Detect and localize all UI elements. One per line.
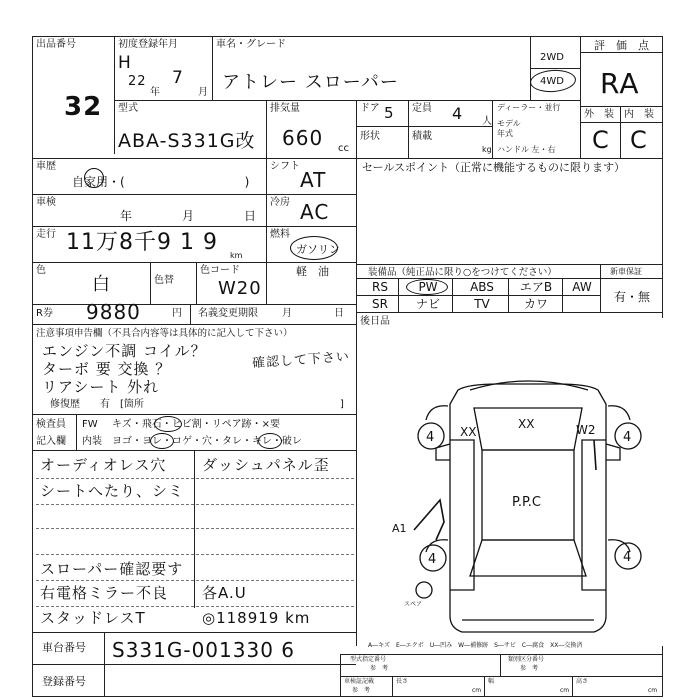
lot-label: 出品番号 (36, 39, 76, 50)
notes-line-2: ターボ 要 交換 ？ (42, 360, 172, 378)
after-items-label: 後日品 (360, 316, 390, 327)
interior-label: 内 装 (624, 109, 654, 120)
report-line-7: 各A.U (202, 584, 247, 602)
model-label: 型式 (118, 103, 138, 114)
equip-tv: TV (474, 297, 490, 311)
shaken-label: 車検 (36, 197, 56, 208)
new-car-value: 有・無 (614, 290, 651, 304)
color-change-label: 色替 (154, 275, 174, 286)
inspector-interior: 内装 (82, 436, 102, 447)
sales-points-label: セールスポイント（正常に機能するものに限ります） (362, 161, 626, 174)
notes-line-1: エンジン不調 コイル？ (42, 342, 207, 360)
equip-pw: PW (418, 280, 438, 294)
wheel-fr-mark: 4 (623, 430, 632, 445)
grade-label: 評 価 点 (594, 39, 649, 52)
car-name-value: アトレー スローパー (222, 72, 399, 93)
spare-label: スペア (404, 601, 423, 608)
doors-value: 5 (384, 104, 395, 122)
equip-airbag: エアB (519, 280, 553, 294)
wheel-rr-mark: 4 (623, 550, 632, 565)
height-unit: cm (648, 687, 658, 694)
history-label: 車歴 (36, 161, 56, 172)
fuel-light: 軽 油 (296, 265, 329, 278)
mark-w2: W2 (576, 423, 596, 437)
length-label: 長さ (396, 678, 409, 685)
history-value: 自家用・( ) (72, 175, 250, 189)
car-front-bumper (470, 381, 588, 390)
equip-rs: RS (372, 280, 388, 294)
color-value: 白 (92, 274, 111, 295)
color-code-label: 色コード (200, 265, 240, 276)
reg-label: 登録番号 (42, 675, 86, 688)
dim-label: 車検証記載 (344, 678, 375, 685)
capacity-unit: 人 (482, 116, 492, 127)
car-arch-fr (608, 406, 630, 420)
first-reg-era: H (118, 53, 132, 73)
equip-aw: AW (572, 280, 592, 294)
recycle-value: 9880 (86, 300, 141, 324)
mark-a1: A1 (392, 522, 407, 535)
length-unit: cm (472, 687, 482, 694)
capacity-label: 定員 (412, 103, 432, 114)
model-year-label-2: 年式 (497, 129, 513, 138)
recycle-label: R券 (36, 308, 53, 319)
recycle-unit: 円 (172, 308, 182, 319)
car-name-label: 車名・グレード (216, 39, 286, 50)
car-arch-fl (426, 406, 448, 420)
wheel-fl-mark: 4 (426, 430, 435, 445)
load-unit: kg (482, 145, 492, 154)
new-car-label: 新車保証 (610, 267, 642, 276)
report-line-8: スタッドレスT (40, 609, 146, 627)
exterior-label: 外 装 (584, 109, 614, 120)
shaken-year: 年 (120, 209, 133, 223)
type-cert-ref: 参 考 (370, 665, 389, 672)
class-ref: 参 考 (520, 665, 539, 672)
dealer-label: ディーラー・並行 (497, 103, 561, 112)
name-change-day: 日 (334, 308, 344, 319)
mark-xx-center: XX (518, 417, 535, 431)
notes-side: 確認して下さい (251, 349, 351, 372)
chassis-value: S331G-001330 6 (112, 638, 296, 662)
doors-label: ドア (360, 103, 380, 114)
model-value: ABA-S331G改 (118, 130, 256, 152)
fuel-label: 燃料 (270, 229, 290, 240)
chassis-label: 車台番号 (42, 641, 86, 654)
ac-value: AC (300, 200, 330, 224)
inspector-codes-2: ヨゴ・ヨレ・コゲ・穴・タレ・キレ・破レ (112, 436, 302, 447)
equip-sr: SR (372, 297, 388, 311)
repair-close: ] (340, 399, 344, 410)
width-unit: cm (560, 687, 570, 694)
dim-ref: 参 考 (352, 687, 371, 694)
first-reg-label: 初度登録年月 (118, 39, 178, 50)
load-label: 積載 (412, 131, 432, 142)
shape-label: 形状 (360, 131, 380, 142)
car-right-mirror (606, 444, 620, 460)
capacity-value: 4 (452, 104, 464, 123)
fuel-gas: ガソリン (296, 243, 340, 256)
damage-legend: A―キズ E―エクボ U―凹み W―補修跡 S―サビ C―腐食 XX―交換済 (368, 642, 583, 649)
name-change-month: 月 (282, 308, 292, 319)
drive-4wd: 4WD (540, 76, 564, 87)
equip-abs: ABS (470, 280, 494, 294)
type-cert-label: 型式指定番号 (350, 656, 387, 663)
class-label: 類別区分番号 (508, 656, 545, 663)
report-line-5: スローパー確認要す (40, 560, 184, 578)
mark-ppc: P.P.C (512, 495, 541, 510)
report-line-9: ◎118919 km (202, 609, 311, 627)
color-label: 色 (36, 265, 46, 276)
model-year-label-1: モデル (497, 119, 521, 128)
car-left-side (450, 440, 474, 590)
exterior-value: C (592, 126, 610, 154)
first-reg-year: 22 (128, 74, 147, 89)
inspector-fw: FW (82, 419, 98, 430)
inspector-label-2: 記入欄 (36, 436, 66, 447)
month-unit: 月 (198, 87, 208, 98)
lot-number: 32 (64, 92, 103, 122)
year-unit: 年 (150, 87, 160, 98)
car-right-side (582, 440, 606, 590)
displacement-label: 排気量 (270, 103, 300, 114)
displacement-unit: cc (338, 143, 349, 154)
width-label: 幅 (488, 678, 495, 685)
handle-label: ハンドル 左・右 (497, 145, 556, 154)
equip-navi: ナビ (415, 297, 440, 311)
w2-mark-line (594, 440, 596, 470)
report-line-6: 右電格ミラー不良 (40, 584, 169, 602)
report-line-3: シートへたり、シミ (40, 482, 185, 500)
grade-value: RA (600, 67, 640, 100)
notes-label: 注意事項申告欄（不具合内容等は具体的に記入して下さい） (36, 328, 293, 339)
inspector-codes-1: キズ・飛石・ヒビ割・リペア跡・×要 (112, 419, 280, 430)
equip-leather: カワ (523, 297, 548, 311)
report-line-2: ダッシュパネル歪 (202, 456, 330, 474)
mileage-label: 走行 (36, 229, 56, 240)
drive-2wd: 2WD (540, 52, 564, 63)
repair-label: 修復歴 有 [箇所 (50, 399, 144, 410)
shaken-month: 月 (182, 209, 195, 223)
ac-label: 冷房 (270, 197, 290, 208)
report-line-1: オーディオレス穴 (40, 456, 167, 474)
car-spare-tire (416, 582, 432, 598)
first-reg-month: 7 (172, 68, 184, 88)
shift-value: AT (300, 168, 327, 192)
notes-line-3: リアシート 外れ (42, 378, 160, 396)
name-change-label: 名義変更期限 (198, 308, 258, 319)
shaken-day: 日 (244, 209, 257, 223)
shift-label: シフト (270, 161, 300, 172)
color-code-value: W20 (218, 278, 262, 299)
inspector-label-1: 検査員 (36, 419, 66, 430)
mileage-value: 11万8千9 1 9 (66, 230, 218, 255)
scratch-mark-line (414, 500, 444, 540)
height-label: 高さ (576, 678, 589, 685)
wheel-rl-mark: 4 (428, 552, 437, 567)
mark-xx-left: XX (460, 425, 477, 439)
car-rear-window (470, 540, 586, 576)
mileage-unit: km (230, 251, 243, 260)
interior-value: C (630, 126, 648, 154)
displacement-value: 660 (282, 126, 324, 150)
equipment-label: 装備品（純正品に限り○をつけてください） (368, 267, 557, 278)
